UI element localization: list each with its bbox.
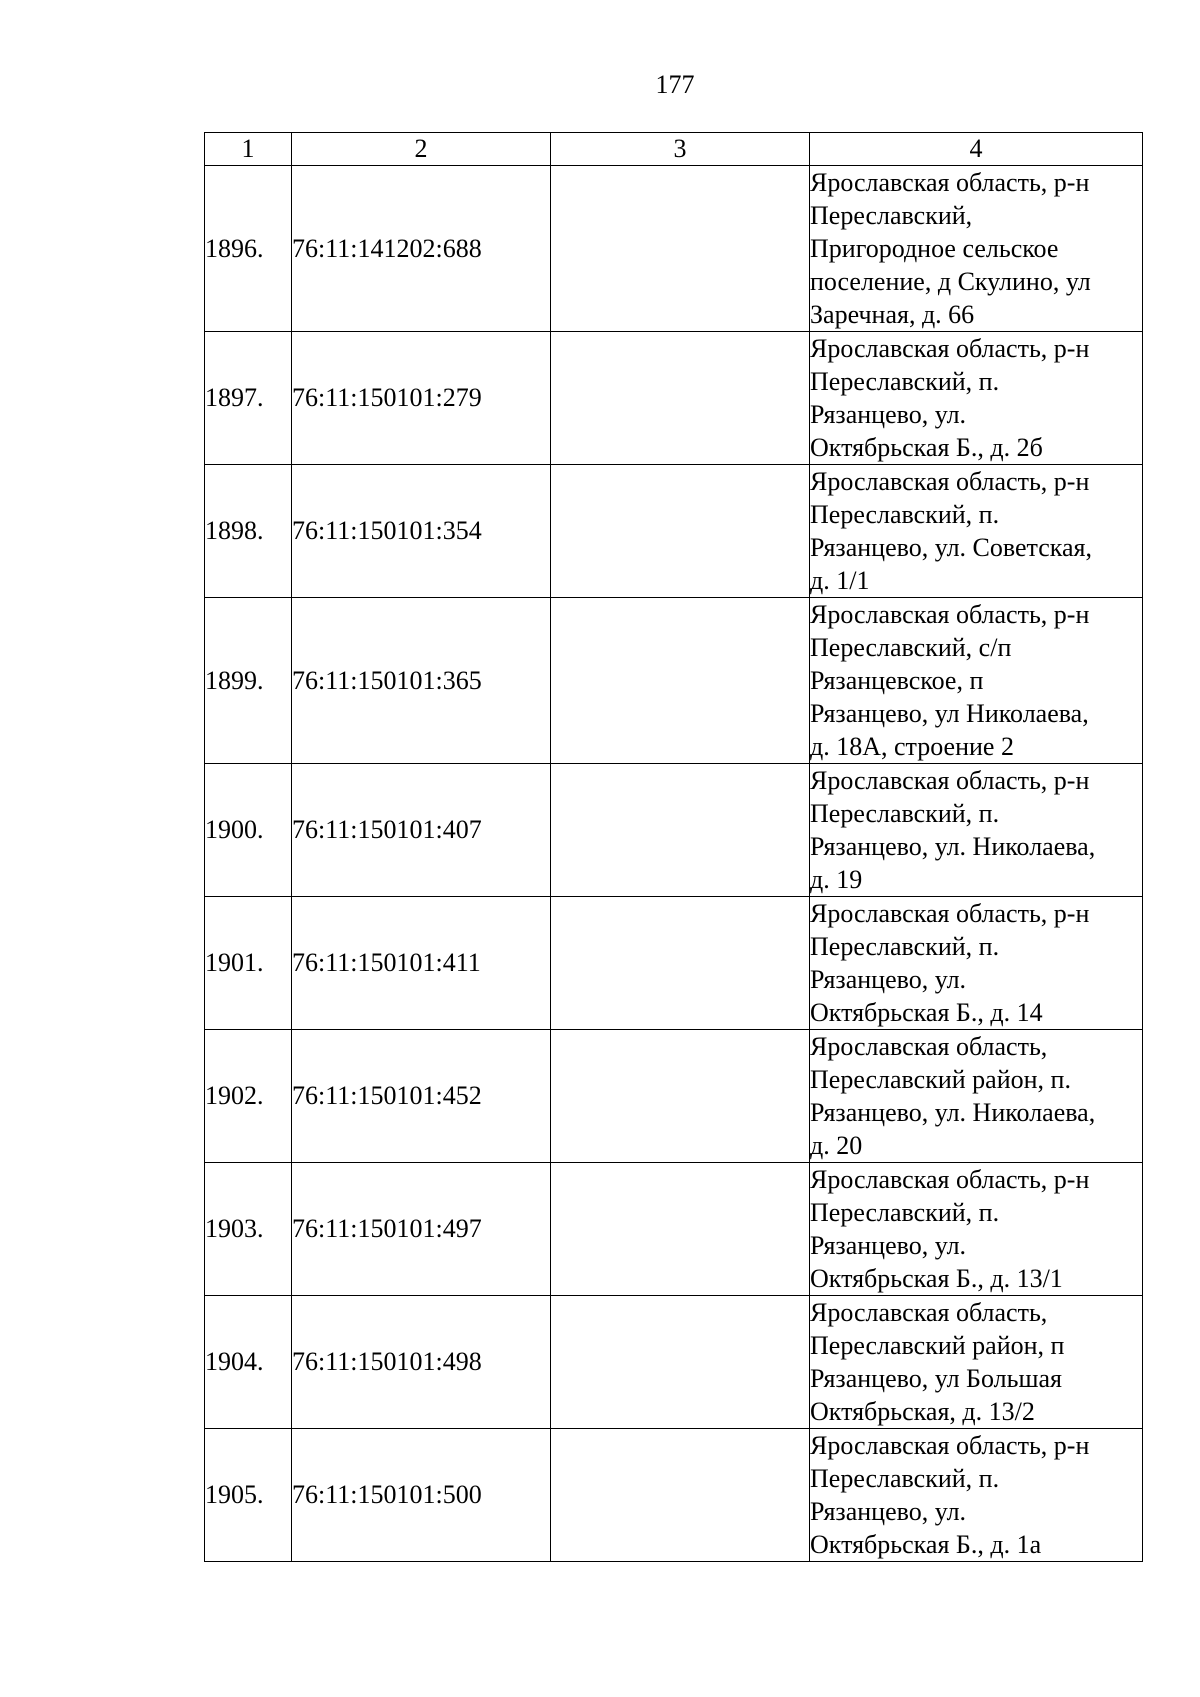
row-number: 1897. [205, 332, 292, 465]
table-row [205, 166, 1143, 332]
address-cell: Ярославская область, р-н Переславский, п. Рязанцево, ул. Октябрьская Б., д. 14 [810, 897, 1143, 1030]
header-col-2: 2 [292, 133, 551, 166]
address-cell: Ярославская область, р-н Переславский, Пригородное сельское поселение, д Скулино, ул Заречная, д. 66 [810, 166, 1143, 332]
header-col-4: 4 [810, 133, 1143, 166]
cadastral-number: 76:11:150101:279 [292, 332, 551, 465]
cadastral-number: 76:11:141202:688 [292, 166, 551, 332]
row-number: 1899. [205, 598, 292, 764]
cadastral-number: 76:11:150101:411 [292, 897, 551, 1030]
row-number: 1898. [205, 465, 292, 598]
row-number: 1900. [205, 764, 292, 897]
cadastral-number: 76:11:150101:497 [292, 1163, 551, 1296]
table-row [205, 332, 1143, 465]
table-row [205, 465, 1143, 598]
cadastral-number: 76:11:150101:452 [292, 1030, 551, 1163]
row-number: 1903. [205, 1163, 292, 1296]
cadastral-number: 76:11:150101:500 [292, 1429, 551, 1562]
header-col-1: 1 [205, 133, 292, 166]
cadastral-number: 76:11:150101:354 [292, 465, 551, 598]
table-row [205, 1429, 1143, 1562]
header-col-3: 3 [551, 133, 810, 166]
header-row [205, 133, 1143, 166]
address-cell: Ярославская область, р-н Переславский, п. Рязанцево, ул. Октябрьская Б., д. 13/1 [810, 1163, 1143, 1296]
address-cell: Ярославская область, р-н Переславский, п. Рязанцево, ул. Октябрьская Б., д. 1а [810, 1429, 1143, 1562]
cadastral-number: 76:11:150101:498 [292, 1296, 551, 1429]
address-cell: Ярославская область, Переславский район, п Рязанцево, ул Большая Октябрьская, д. 13/2 [810, 1296, 1143, 1429]
table-row [205, 1163, 1143, 1296]
column-3-cell [551, 897, 810, 1030]
column-3-cell [551, 1163, 810, 1296]
column-3-cell [551, 166, 810, 332]
address-cell: Ярославская область, р-н Переславский, с/п Рязанцевское, п Рязанцево, ул Николаева, д. 18А, строение 2 [810, 598, 1143, 764]
row-number: 1904. [205, 1296, 292, 1429]
property-register-table [204, 132, 1143, 1562]
cadastral-number: 76:11:150101:365 [292, 598, 551, 764]
column-3-cell [551, 598, 810, 764]
column-3-cell [551, 465, 810, 598]
column-3-cell [551, 1296, 810, 1429]
cadastral-number: 76:11:150101:407 [292, 764, 551, 897]
column-3-cell [551, 1429, 810, 1562]
address-cell: Ярославская область, р-н Переславский, п. Рязанцево, ул. Николаева, д. 19 [810, 764, 1143, 897]
address-cell: Ярославская область, р-н Переславский, п. Рязанцево, ул. Октябрьская Б., д. 2б [810, 332, 1143, 465]
page-number: 177 [655, 70, 695, 99]
table-row [205, 1030, 1143, 1163]
row-number: 1902. [205, 1030, 292, 1163]
row-number: 1905. [205, 1429, 292, 1562]
row-number: 1896. [205, 166, 292, 332]
column-3-cell [551, 332, 810, 465]
column-3-cell [551, 1030, 810, 1163]
table-row [205, 897, 1143, 1030]
row-number: 1901. [205, 897, 292, 1030]
table-row [205, 764, 1143, 897]
address-cell: Ярославская область, р-н Переславский, п. Рязанцево, ул. Советская, д. 1/1 [810, 465, 1143, 598]
table-row [205, 1296, 1143, 1429]
table-row [205, 598, 1143, 764]
address-cell: Ярославская область, Переславский район, п. Рязанцево, ул. Николаева, д. 20 [810, 1030, 1143, 1163]
column-3-cell [551, 764, 810, 897]
